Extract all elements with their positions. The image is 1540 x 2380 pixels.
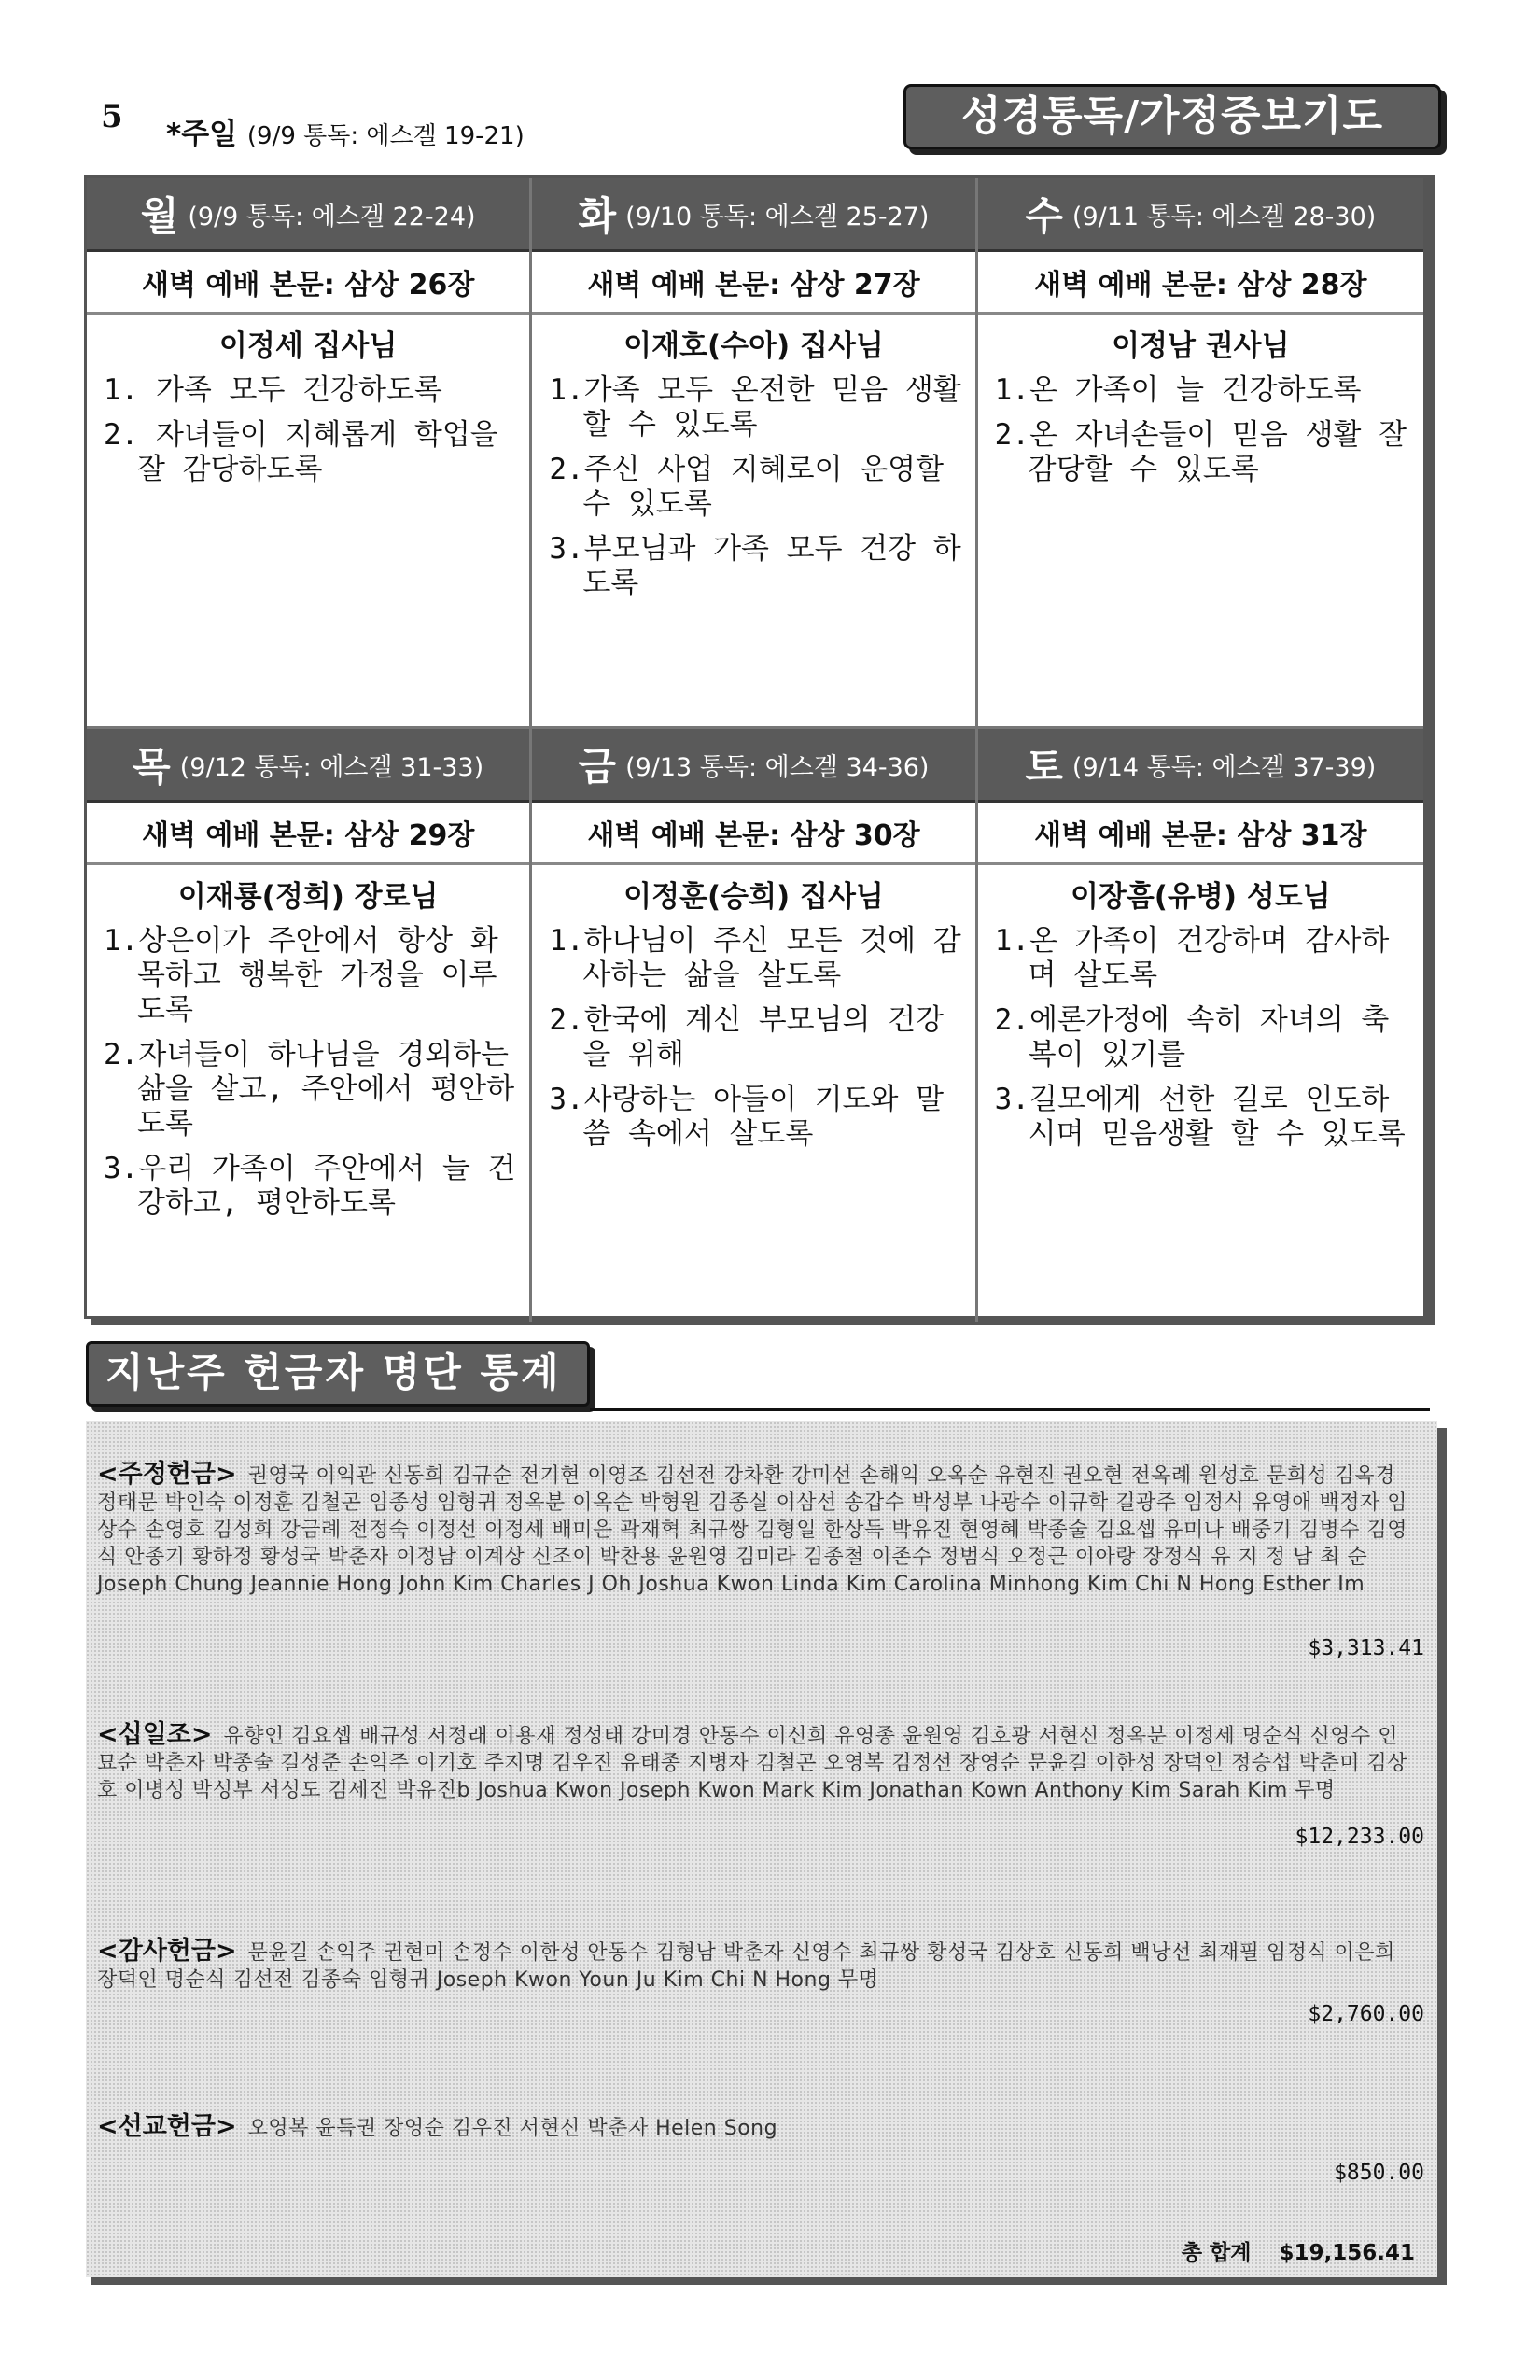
day-cell [978,729,1423,1322]
prayer-item: 1.온 가족이 건강하며 감사하며 살도록 [994,924,1390,992]
page-number: 5 [101,98,123,135]
offering-names: 오영복 윤득권 장영순 김우진 서현신 박춘자 Helen Song [247,2117,778,2140]
offering-amount: $850.00 [1334,2161,1424,2185]
prayer-item: 3.우리 가족이 주안에서 늘 건강하고, 평안하도록 [104,1152,516,1220]
offerings-panel [86,1421,1437,2277]
day-name: 금 [578,744,617,790]
day-header [87,178,529,252]
person-name: 이정남 권사님 [1112,329,1290,363]
service-text: 새벽 예배 본문: 삼상 30장 [532,803,974,865]
person-name: 이정훈(승희) 집사님 [623,880,884,914]
prayer-item: 1.하나님이 주신 모든 것에 감사하는 삶을 살도록 [549,924,961,992]
prayer-item: 1.상은이가 주안에서 항상 화목하고 행복한 가정을 이루도록 [104,924,498,1027]
day-header [978,178,1423,252]
prayer-grid [84,175,1426,1319]
day-name: 목 [133,744,171,790]
sunday-label: *주일 [166,118,238,151]
panel-shadow-right [1437,1428,1447,2285]
section-title: 성경통독/가정중보기도 [903,84,1441,149]
person-name: 이재룡(정희) 장로님 [177,880,439,914]
day-reading: (9/11 통독: 에스겔 28-30) [1071,202,1377,231]
offering-label: <선교헌금> [97,2112,237,2141]
offerings-title: 지난주 헌금자 명단 통계 [86,1341,590,1407]
day-cell [532,729,977,1322]
service-text: 새벽 예배 본문: 삼상 26장 [87,252,529,315]
offering-thanks [97,1938,1408,1994]
title-rule [590,1408,1430,1411]
offering-amount: $3,313.41 [1308,1636,1424,1660]
day-name: 수 [1025,193,1063,239]
grid-shadow-right [1426,175,1435,1319]
day-header [978,729,1423,803]
day-reading: (9/13 통독: 에스겔 34-36) [625,752,930,782]
prayer-item: 2.한국에 계신 부모님의 건강을 위해 [549,1003,945,1071]
offering-amount: $2,760.00 [1308,2002,1424,2026]
prayer-item: 3.길모에게 선한 길로 인도하시며 믿음생활 할 수 있도록 [994,1083,1406,1151]
prayer-list [87,924,529,1221]
prayer-list [532,924,974,1152]
total-value: $19,156.41 [1279,2241,1415,2265]
service-text: 새벽 예배 본문: 삼상 29장 [87,803,529,865]
day-reading: (9/14 통독: 에스겔 37-39) [1071,752,1377,782]
day-header [87,729,529,803]
prayer-item: 1.가족 모두 온전한 믿음 생활 할 수 있도록 [549,373,961,441]
prayer-item: 2.온 자녀손들이 믿음 생활 잘 감당할 수 있도록 [994,418,1407,486]
prayer-list [532,373,974,601]
offering-names: 유향인 김요셉 배규성 서정래 이용재 정성태 강미경 안동수 이신희 유영종 윤원영 김호광 서현신 정옥분 이정세 명순식 신영수 인묘순 박춘자 박종술 길성준 손익주 이기호 주지명 김우진 유태종 지병자 김철곤 오영복 김정선 장영순 문윤길 이한성 장덕인 정승섭 박춘미 김상호 이병성 박성부 서성도 김세진 박유진b Joshua Kwon Joseph Kwon Mark Kim Jonathan Kown Anthony Kim Sarah Kim 무명 [97,1725,1407,1802]
day-header [532,729,974,803]
day-name: 화 [578,193,617,239]
prayer-item: 2.에론가정에 속히 자녀의 축복이 있기를 [994,1003,1390,1071]
prayer-list [978,373,1423,487]
total-label: 총 합계 [1181,2241,1252,2265]
offering-weekly [97,1461,1408,1598]
prayer-item: 1.온 가족이 늘 건강하도록 [994,373,1362,407]
day-name: 월 [140,193,179,239]
offering-label: <주정헌금> [97,1460,237,1489]
sunday-reading-text: (9/9 통독: 에스겔 19-21) [246,122,525,150]
person-name: 이장흠(유병) 성도님 [1070,880,1331,914]
service-text: 새벽 예배 본문: 삼상 31장 [978,803,1423,865]
service-text: 새벽 예배 본문: 삼상 28장 [978,252,1423,315]
day-cell [978,178,1423,729]
prayer-item: 2. 자녀들이 지혜롭게 학업을 잘 감당하도록 [104,418,498,486]
offering-mission [97,2113,1408,2142]
offering-label: <십일조> [97,1720,213,1749]
sunday-reading [166,110,525,152]
day-cell [532,178,977,729]
panel-shadow-bottom [91,2277,1447,2285]
offering-tithe [97,1721,1408,1804]
day-reading: (9/10 통독: 에스겔 25-27) [625,202,930,231]
offering-label: <감사헌금> [97,1937,237,1966]
day-cell [87,729,532,1322]
offering-amount: $12,233.00 [1295,1825,1424,1849]
prayer-item: 2.자녀들이 하나님을 경외하는 삶을 살고, 주안에서 평안하도록 [104,1038,515,1141]
day-header [532,178,974,252]
service-text: 새벽 예배 본문: 삼상 27장 [532,252,974,315]
prayer-list [978,924,1423,1152]
prayer-item: 1. 가족 모두 건강하도록 [104,373,442,407]
prayer-item: 3.부모님과 가족 모두 건강 하도록 [549,532,961,600]
prayer-list [87,373,529,487]
day-name: 토 [1025,744,1063,790]
day-cell [87,178,532,729]
prayer-item: 2.주신 사업 지혜로이 운영할 수 있도록 [549,453,945,521]
day-reading: (9/12 통독: 에스겔 31-33) [179,752,484,782]
day-reading: (9/9 통독: 에스겔 22-24) [188,202,476,231]
offering-names: 권영국 이익관 신동희 김규순 전기현 이영조 김선전 강차환 강미선 손해익 오옥순 유현진 권오현 전옥례 원성호 문희성 김옥경 정태문 박인숙 이정훈 김철곤 임종성 임형귀 정옥분 이옥순 박형원 김종실 이삼선 송갑수 박성부 나광수 이규학 길광주 임정식 유영애 백정자 임상수 손영호 김성희 강금례 전정숙 이정선 이정세 배미은 곽재혁 최규쌍 김형일 한상득 박유진 현영혜 박종술 김요셉 유미나 배중기 김병수 김영식 안종기 황하정 황성국 박춘자 이정남 이계상 신조이 박찬용 윤원영 김미라 김종철 이존수 정범식 오정근 이아랑 장정식 유 지 정 남 최 순 Joseph Chung Jeannie Hong John Kim Charles J Oh Joshua Kwon Linda Kim Carolina Minhong Kim Chi N Hong Esther Im [97,1464,1407,1596]
offering-names: 문윤길 손익주 권현미 손정수 이한성 안동수 김형남 박춘자 신영수 최규쌍 황성국 김상호 신동희 백낭선 최재필 임정식 이은희 장덕인 명순식 김선전 김종숙 임형귀 Joseph Kwon Youn Ju Kim Chi N Hong 무명 [97,1941,1395,1992]
prayer-item: 3.사랑하는 아들이 기도와 말씀 속에서 살도록 [549,1083,945,1151]
person-name: 이재호(수아) 집사님 [623,329,884,363]
person-name: 이정세 집사님 [218,329,398,363]
offering-total [1182,2235,1415,2266]
